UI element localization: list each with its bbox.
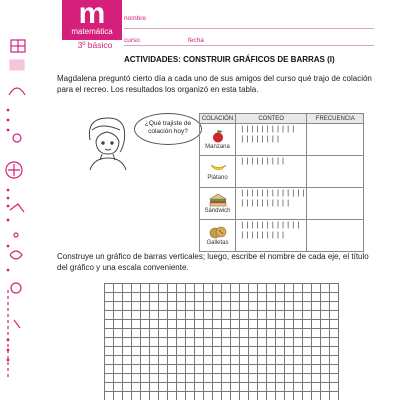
tally-cell xyxy=(236,220,307,252)
sandwich-icon xyxy=(209,193,227,207)
food-cell xyxy=(200,220,236,252)
snack-tally-table xyxy=(199,113,364,252)
date-label: fecha xyxy=(188,37,204,44)
apple-icon xyxy=(211,129,225,143)
tally-marks: |||||||| xyxy=(240,136,281,144)
food-cell xyxy=(200,156,236,188)
tally-marks: |||||||||| xyxy=(240,200,292,208)
tally-marks: ||||||||||||| xyxy=(240,190,307,198)
food-label: Sándwich xyxy=(204,208,231,214)
decorative-border xyxy=(4,20,30,390)
name-label: nombre xyxy=(124,15,147,22)
tally-cell xyxy=(236,188,307,220)
speech-text: ¿Qué trajiste de colación hoy? xyxy=(144,120,192,135)
food-label: Manzana xyxy=(205,144,230,150)
cookies-icon xyxy=(209,226,227,239)
instruction-paragraph: Construye un gráfico de barras verticales; luego, escribe el nombre de cada eje, el título del gráfico y una escala conveniente. xyxy=(57,252,369,272)
table-row xyxy=(200,188,364,220)
worksheet-title: ACTIVIDADES: CONSTRUIR GRÁFICOS DE BARRAS (I) xyxy=(124,55,335,64)
course-date-line xyxy=(124,45,374,46)
header-conteo: CONTEO xyxy=(236,114,307,124)
frequency-cell[interactable] xyxy=(307,220,364,252)
logo-word: matemática xyxy=(71,27,113,36)
tally-cell xyxy=(236,156,307,188)
speech-bubble xyxy=(134,113,202,145)
table-row xyxy=(200,156,364,188)
tally-marks: ||||||||||| xyxy=(240,126,297,134)
table-row xyxy=(200,124,364,156)
tally-cell xyxy=(236,124,307,156)
food-label: Galletas xyxy=(206,239,229,246)
name-line xyxy=(124,28,374,29)
banana-icon xyxy=(209,162,227,174)
tally-marks: ||||||||| xyxy=(240,232,286,240)
logo-letter: m xyxy=(78,0,106,30)
header-colacion: COLACIÓN xyxy=(200,114,236,124)
graph-grid[interactable] xyxy=(104,283,339,400)
tally-marks: |||||||||||| xyxy=(240,222,302,230)
girl-illustration xyxy=(80,112,134,172)
frequency-cell[interactable] xyxy=(307,156,364,188)
table-row xyxy=(200,220,364,252)
frequency-cell[interactable] xyxy=(307,188,364,220)
frequency-cell[interactable] xyxy=(307,124,364,156)
food-cell xyxy=(200,188,236,220)
course-label: curso xyxy=(124,37,140,44)
logo xyxy=(62,0,122,40)
tally-marks xyxy=(240,166,306,169)
intro-paragraph: Magdalena preguntó cierto día a cada uno de sus amigos del curso qué trajo de colación para el recreo. Los resultados los organizó en esta tabla. xyxy=(57,74,372,94)
food-cell xyxy=(200,124,236,156)
food-label: Plátano xyxy=(207,175,228,181)
grade-label: 3º básico xyxy=(77,40,113,50)
header-frecuencia: FRECUENCIA xyxy=(307,114,364,124)
tally-marks: ||||||||| xyxy=(240,158,286,166)
